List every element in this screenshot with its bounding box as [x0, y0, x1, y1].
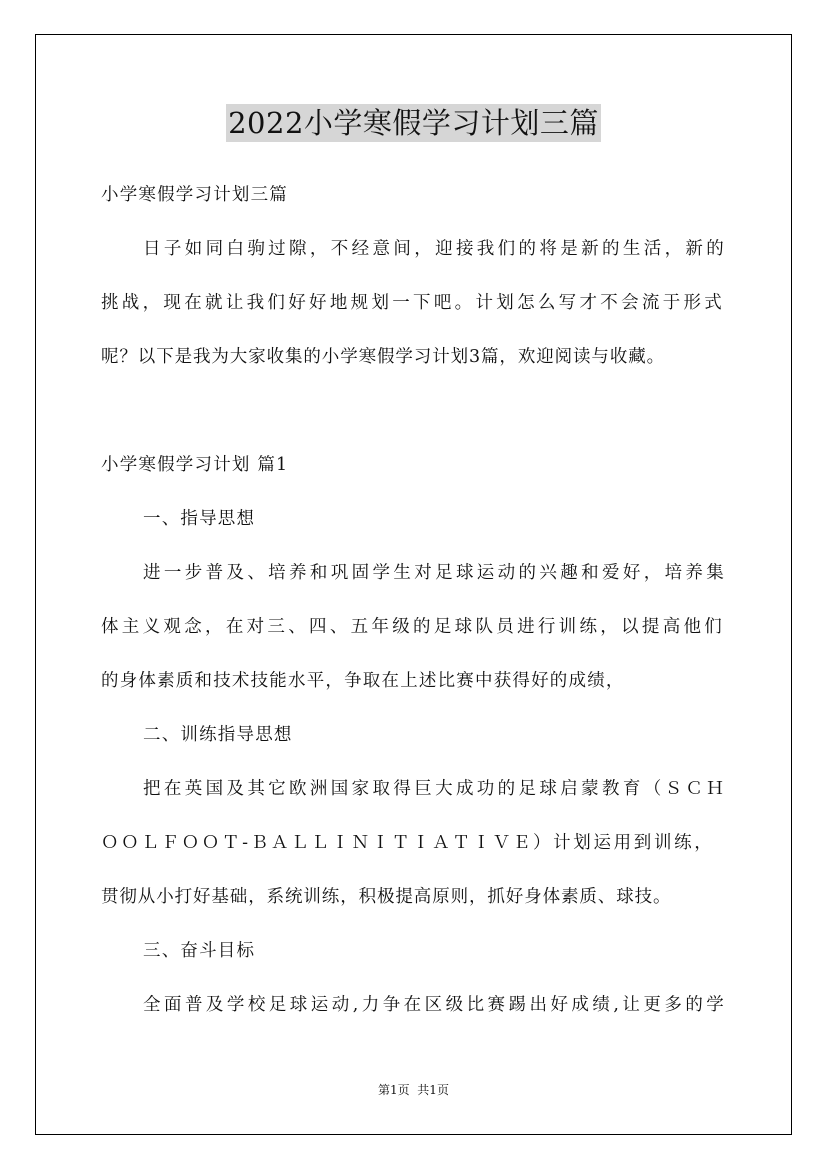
paragraph-line: 全面普及学校足球运动,力争在区级比赛踢出好成绩,让更多的学 — [143, 995, 725, 1015]
document-title — [0, 104, 827, 142]
intro-heading: 小学寒假学习计划三篇 — [101, 185, 288, 205]
paragraph-line: 挑战，现在就让我们好好地规划一下吧。计划怎么写才不会流于形式 — [101, 293, 723, 313]
paragraph-line: 把在英国及其它欧洲国家取得巨大成功的足球启蒙教育（ＳＣＨ — [143, 779, 725, 799]
subsection-heading: 二、训练指导思想 — [143, 725, 293, 745]
subsection-heading: 一、指导思想 — [143, 509, 256, 529]
paragraph-line: 的身体素质和技术技能水平，争取在上述比赛中获得好的成绩， — [101, 671, 625, 691]
paragraph-line: 体主义观念，在对三、四、五年级的足球队员进行训练，以提高他们 — [101, 617, 723, 637]
section-heading: 小学寒假学习计划 篇1 — [101, 455, 289, 475]
page-footer: 第1页 共1页 — [378, 1083, 449, 1097]
paragraph-line: 日子如同白驹过隙，不经意间，迎接我们的将是新的生活，新的 — [143, 239, 725, 259]
document-title-text: 2022小学寒假学习计划三篇 — [228, 106, 599, 140]
subsection-heading: 三、奋斗目标 — [143, 941, 256, 961]
paragraph-line: 进一步普及、培养和巩固学生对足球运动的兴趣和爱好，培养集 — [143, 563, 725, 583]
paragraph-line: 呢？以下是我为大家收集的小学寒假学习计划3篇，欢迎阅读与收藏。 — [101, 347, 666, 367]
paragraph-line: 贯彻从小打好基础，系统训练，积极提高原则，抓好身体素质、球技。 — [101, 887, 672, 907]
paragraph-line: ＯＯＬＦＯＯＴ-ＢＡＬＬＩＮＩＴＩＡＴＩＶＥ）计划运用到训练， — [101, 833, 713, 853]
